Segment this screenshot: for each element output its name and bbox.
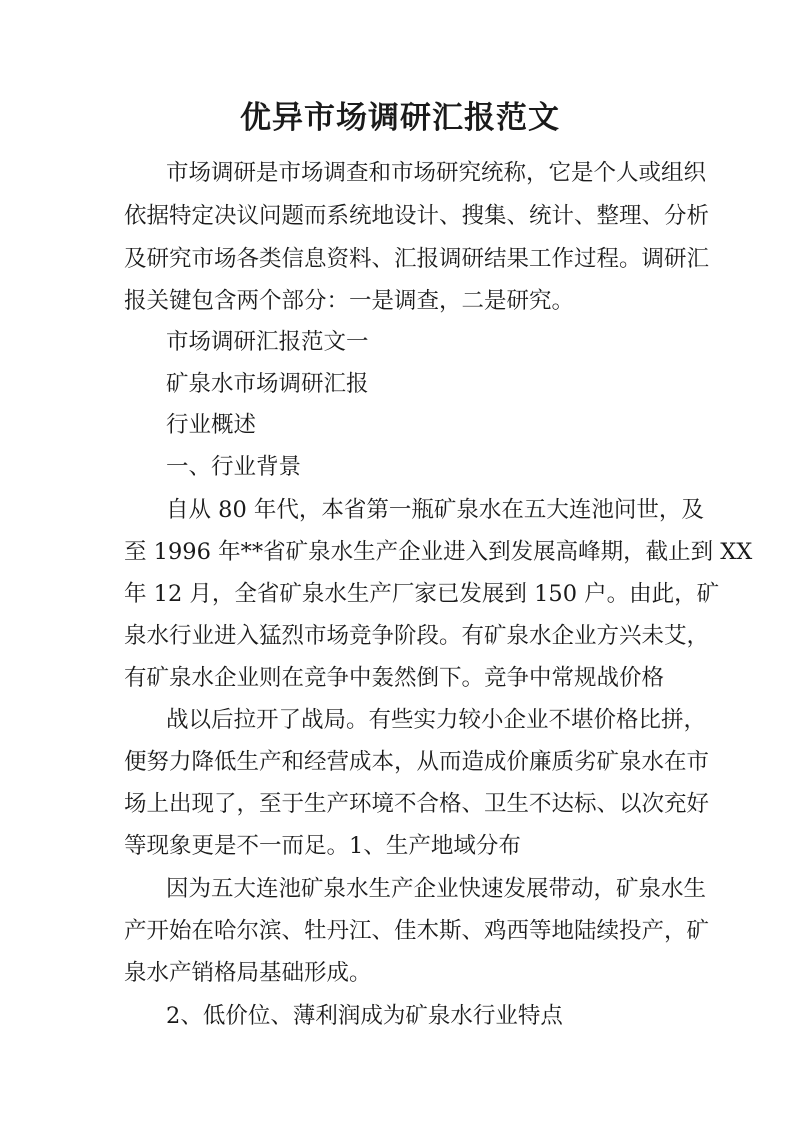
paragraph-line: 报关键包含两个部分：一是调查，二是研究。 <box>124 288 575 314</box>
paragraph-line: 便努力降低生产和经营成本，从而造成价廉质劣矿泉水在市 <box>124 749 710 775</box>
paragraph-line: 依据特定决议问题而系统地设计、搜集、统计、整理、分析 <box>124 203 710 229</box>
paragraph-line: 等现象更是不一而足。1、生产地域分布 <box>124 833 521 859</box>
paragraph-line: 市场调研是市场调查和市场研究统称，它是个人或组织 <box>166 160 707 186</box>
paragraph-line: 至 1996 年**省矿泉水生产企业进入到发展高峰期，截止到 XX <box>124 539 753 565</box>
section-heading: 市场调研汇报范文一 <box>166 329 369 355</box>
paragraph-line: 年 12 月，全省矿泉水生产厂家已发展到 150 户。由此，矿 <box>124 581 720 607</box>
section-heading: 矿泉水市场调研汇报 <box>166 371 369 397</box>
paragraph-line: 因为五大连池矿泉水生产企业快速发展带动，矿泉水生 <box>166 876 707 902</box>
document-title: 优异市场调研汇报范文 <box>240 100 560 136</box>
paragraph-line: 泉水产销格局基础形成。 <box>124 960 372 986</box>
paragraph-line: 有矿泉水企业则在竞争中轰然倒下。竞争中常规战价格 <box>124 665 665 691</box>
paragraph-line: 及研究市场各类信息资料、汇报调研结果工作过程。调研汇 <box>124 246 710 272</box>
paragraph-line: 自从 80 年代，本省第一瓶矿泉水在五大连池问世，及 <box>166 497 704 523</box>
paragraph-line: 场上出现了，至于生产环境不合格、卫生不达标、以次充好 <box>124 791 710 817</box>
paragraph-line: 战以后拉开了战局。有些实力较小企业不堪价格比拼， <box>166 707 707 733</box>
paragraph-line: 产开始在哈尔滨、牡丹江、佳木斯、鸡西等地陆续投产，矿 <box>124 918 710 944</box>
section-heading: 行业概述 <box>166 412 257 438</box>
section-heading: 一、行业背景 <box>166 454 302 480</box>
section-heading: 2、低价位、薄利润成为矿泉水行业特点 <box>166 1003 563 1029</box>
paragraph-line: 泉水行业进入猛烈市场竞争阶段。有矿泉水企业方兴未艾， <box>124 623 710 649</box>
